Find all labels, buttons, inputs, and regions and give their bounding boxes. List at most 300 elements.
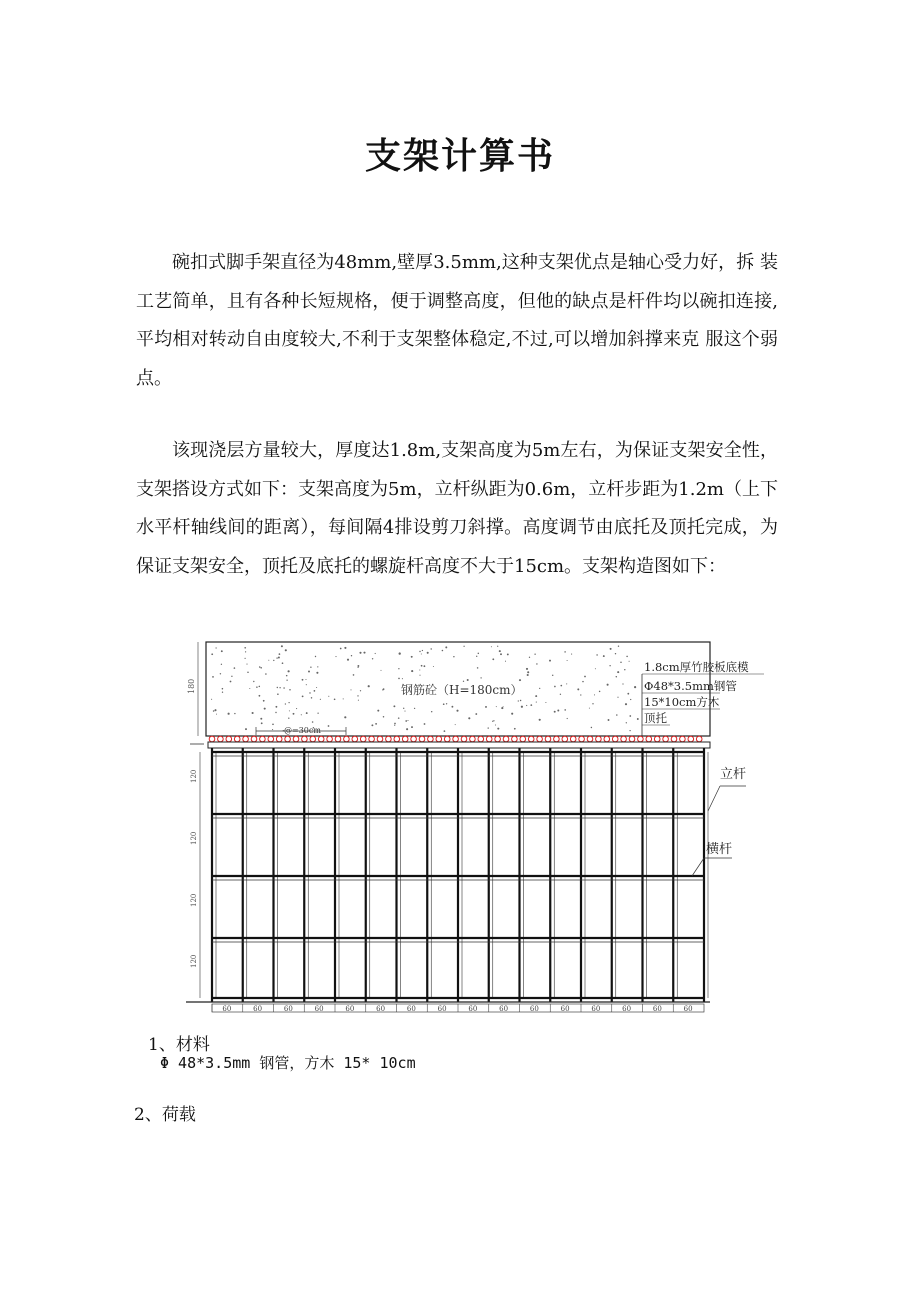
- speckle: [603, 655, 605, 657]
- speckle: [310, 666, 311, 667]
- speckle: [511, 713, 513, 715]
- speckle: [293, 713, 295, 715]
- speckle: [393, 705, 395, 707]
- speckle: [264, 708, 266, 710]
- speckle: [527, 671, 529, 673]
- speckle: [446, 703, 447, 704]
- bay-dim-label: 60: [529, 1005, 539, 1013]
- speckle: [630, 699, 631, 700]
- timber-row: [209, 736, 702, 742]
- timber-section: [537, 736, 543, 742]
- speckle: [616, 676, 617, 677]
- speckle: [477, 667, 479, 669]
- speckle: [247, 672, 249, 674]
- timber-section: [503, 736, 509, 742]
- speckle: [316, 672, 318, 674]
- speckle: [256, 686, 258, 688]
- speckle: [398, 668, 399, 669]
- speckle: [308, 671, 310, 673]
- speckle: [624, 669, 625, 670]
- speckle: [496, 706, 497, 707]
- timber-section: [688, 736, 694, 742]
- speckle: [431, 711, 432, 712]
- speckle: [534, 654, 535, 655]
- speckle: [493, 720, 494, 721]
- speckle: [309, 692, 310, 693]
- speckle: [443, 703, 445, 705]
- speckle: [564, 709, 566, 711]
- speckle: [213, 710, 215, 712]
- speckle: [317, 713, 318, 714]
- speckle: [231, 676, 232, 677]
- speckle: [340, 648, 342, 650]
- speckle: [500, 653, 502, 655]
- step-dimensions: [190, 752, 200, 998]
- speckle: [527, 674, 529, 676]
- timber-section: [461, 736, 467, 742]
- timber-section: [327, 736, 333, 742]
- bay-dim-label: 60: [345, 1005, 355, 1013]
- top-span-label: @=30cm: [284, 726, 321, 735]
- speckle: [286, 680, 287, 681]
- speckle: [497, 728, 499, 730]
- speckle: [403, 708, 404, 709]
- speckle: [222, 688, 224, 690]
- speckle: [625, 703, 627, 705]
- speckle: [485, 706, 487, 708]
- speckle: [480, 677, 481, 678]
- timber-section: [663, 736, 669, 742]
- bay-dimensions: [212, 1004, 704, 1013]
- speckle: [375, 723, 377, 725]
- speckle: [622, 683, 623, 684]
- speckle: [536, 702, 537, 703]
- speckle: [554, 711, 556, 713]
- speckle: [344, 647, 346, 649]
- speckle: [277, 687, 278, 688]
- speckle: [357, 667, 358, 668]
- speckle: [276, 657, 277, 658]
- speckle: [539, 688, 540, 689]
- speckle: [234, 667, 236, 669]
- speckle: [519, 679, 521, 681]
- timber-section: [419, 736, 425, 742]
- timber-section: [453, 736, 459, 742]
- timber-section: [587, 736, 593, 742]
- speckle: [273, 660, 274, 661]
- speckle: [252, 712, 254, 714]
- speckle: [495, 724, 496, 725]
- speckle: [222, 692, 223, 693]
- scaffold-frame: [212, 748, 708, 1002]
- slab-height-dim: 180: [187, 678, 196, 694]
- speckle: [260, 667, 262, 669]
- speckle: [455, 724, 456, 725]
- speckle: [343, 698, 344, 699]
- speckle: [620, 662, 622, 664]
- speckle: [514, 728, 516, 730]
- timber-section: [696, 736, 702, 742]
- speckle: [518, 700, 519, 701]
- speckle: [301, 714, 302, 715]
- speckle: [419, 675, 420, 676]
- speckle: [245, 728, 247, 730]
- timber-section: [478, 736, 484, 742]
- speckle: [584, 676, 586, 678]
- speckle: [383, 688, 385, 690]
- bay-dim-label: 60: [468, 1005, 478, 1013]
- timber-section: [234, 736, 240, 742]
- speckle: [285, 649, 287, 651]
- section-materials-heading: 1、材料: [148, 1035, 210, 1055]
- speckle: [296, 708, 297, 709]
- paragraph-setup: 该现浇层方量较大，厚度达1.8m,支架高度为5m左右，为保证支架安全性，支架搭设方式如下：支架高度为5m，立杆纵距为0.6m，立杆步距为1.2m（上下水平杆轴线间的距离），每间隔4排设剪刀斜撑。高度调节由底托及顶托完成，为保证支架安全，顶托及底托的螺旋杆高度不大于15cm。支架构造图如下：: [136, 440, 778, 578]
- speckle: [463, 681, 464, 682]
- timber-section: [570, 736, 576, 742]
- speckle: [272, 729, 273, 730]
- speckle: [608, 719, 610, 721]
- speckle: [526, 705, 527, 706]
- speckle: [536, 663, 537, 664]
- speckle: [350, 689, 351, 690]
- timber-section: [579, 736, 585, 742]
- timber-section: [352, 736, 358, 742]
- bay-dim-label: 60: [314, 1005, 324, 1013]
- timber-section: [344, 736, 350, 742]
- speckle: [488, 727, 489, 728]
- speckle: [358, 700, 359, 701]
- timber-section: [243, 736, 249, 742]
- timber-section: [226, 736, 232, 742]
- speckle: [617, 671, 619, 673]
- speckle: [626, 656, 628, 658]
- speckle: [244, 647, 246, 649]
- speckle: [478, 653, 479, 654]
- speckle: [263, 700, 265, 702]
- speckle: [497, 646, 498, 647]
- timber-section: [276, 736, 282, 742]
- speckle: [317, 666, 318, 667]
- speckle: [311, 697, 312, 698]
- speckle: [402, 678, 403, 679]
- speckle: [521, 706, 523, 708]
- speckle: [399, 652, 401, 654]
- speckle: [220, 673, 221, 674]
- speckle: [315, 656, 316, 657]
- speckle: [211, 653, 213, 655]
- speckle: [212, 676, 214, 678]
- speckle: [279, 687, 280, 688]
- timber-section: [428, 736, 434, 742]
- speckle: [571, 654, 572, 655]
- speckle: [259, 666, 261, 668]
- speckle: [507, 653, 509, 655]
- speckle: [610, 648, 612, 650]
- bay-dim-label: 60: [283, 1005, 293, 1013]
- speckle: [422, 650, 423, 651]
- step-dim-label: 120: [190, 954, 198, 968]
- speckle: [463, 646, 464, 647]
- speckle: [609, 665, 610, 666]
- speckle: [344, 716, 346, 718]
- speckle: [629, 715, 631, 717]
- speckle: [302, 679, 304, 681]
- speckle: [407, 720, 408, 721]
- speckle: [272, 723, 274, 725]
- speckle: [372, 658, 373, 659]
- speckle: [306, 684, 307, 685]
- timber-section: [302, 736, 308, 742]
- speckle: [535, 695, 537, 697]
- bay-dim-label: 60: [622, 1005, 632, 1013]
- timber-section: [646, 736, 652, 742]
- timber-section: [554, 736, 560, 742]
- speckle: [618, 646, 619, 647]
- section-materials-text: Φ 48*3.5mm 钢管，方木 15* 10cm: [160, 1054, 416, 1072]
- speckle: [265, 673, 267, 675]
- timber-section: [260, 736, 266, 742]
- timber-section: [596, 736, 602, 742]
- speckle: [281, 645, 283, 647]
- speckle: [328, 725, 330, 727]
- speckle: [359, 652, 361, 654]
- document-title: 支架计算书: [364, 135, 555, 177]
- speckle: [419, 669, 420, 670]
- speckle: [529, 657, 530, 658]
- speckle: [424, 665, 426, 667]
- speckle: [245, 658, 246, 659]
- speckle: [394, 723, 396, 725]
- speckle: [421, 665, 423, 667]
- speckle: [594, 694, 595, 695]
- speckle: [363, 652, 365, 654]
- speckle: [371, 724, 373, 726]
- speckle: [566, 683, 567, 684]
- bay-dim-label: 60: [683, 1005, 693, 1013]
- speckle: [456, 710, 458, 712]
- speckle: [253, 681, 254, 682]
- speckle: [306, 712, 308, 714]
- speckle: [221, 664, 222, 665]
- timber-section: [369, 736, 375, 742]
- speckle: [526, 668, 528, 670]
- speckle: [629, 661, 630, 662]
- bay-dim-label: 60: [652, 1005, 662, 1013]
- speckle: [314, 690, 316, 692]
- speckle: [368, 685, 370, 687]
- speckle: [245, 651, 246, 652]
- speckle: [377, 710, 379, 712]
- timber-section: [680, 736, 686, 742]
- timber-section: [545, 736, 551, 742]
- speckle: [505, 661, 506, 662]
- speckle: [249, 688, 250, 689]
- speckle: [289, 710, 290, 711]
- speckle: [577, 688, 579, 690]
- speckle: [347, 659, 349, 661]
- speckle: [634, 686, 636, 688]
- speckle: [552, 675, 553, 676]
- speckle: [475, 713, 477, 715]
- speckle: [616, 714, 618, 716]
- timber-section: [520, 736, 526, 742]
- timber-section: [444, 736, 450, 742]
- distribution-beam: [208, 742, 710, 748]
- speckle: [637, 718, 639, 720]
- speckle: [246, 664, 247, 665]
- speckle: [406, 728, 408, 730]
- speckle: [351, 655, 352, 656]
- speckle: [261, 722, 263, 724]
- speckle: [285, 703, 286, 704]
- speckle: [468, 717, 470, 719]
- step-dim-label: 120: [190, 893, 198, 907]
- speckle: [411, 670, 413, 672]
- speckle: [320, 699, 321, 700]
- bay-dim-label: 60: [591, 1005, 601, 1013]
- speckle: [501, 707, 503, 709]
- speckle: [626, 722, 627, 723]
- speckle: [335, 656, 336, 657]
- speckle: [383, 716, 385, 718]
- speckle: [411, 656, 413, 658]
- paragraph-intro: 碗扣式脚手架直径为48mm,壁厚3.5mm,这种支架优点是轴心受力好，拆 装工艺简单，且有各种长短规格，便于调整高度，但他的缺点是杆件均以碗扣连接,平均相对转动自由度较大,不利于支架整体稳定,不过,可以增加斜撑来克 服这个弱点。: [136, 252, 778, 390]
- timber-section: [629, 736, 635, 742]
- speckle: [592, 703, 593, 704]
- speckle: [427, 652, 429, 654]
- timber-section: [268, 736, 274, 742]
- timber-section: [621, 736, 627, 742]
- speckle: [582, 681, 583, 682]
- timber-section: [402, 736, 408, 742]
- speckle: [530, 704, 532, 706]
- timber-section: [604, 736, 610, 742]
- speckle: [312, 721, 314, 723]
- timber-section: [671, 736, 677, 742]
- timber-section: [318, 736, 324, 742]
- speckle: [328, 696, 329, 697]
- speckle: [411, 726, 413, 728]
- step-dim-label: 120: [190, 769, 198, 783]
- upright-label: 立杆: [720, 767, 747, 782]
- speckle: [554, 686, 556, 688]
- speckle: [398, 678, 400, 680]
- bay-dim-label: 60: [560, 1005, 570, 1013]
- timber-section: [495, 736, 501, 742]
- speckle: [445, 646, 447, 648]
- speckle: [539, 719, 541, 721]
- callout-steel-pipe: Φ48*3.5mm钢管: [644, 679, 737, 693]
- speckle: [302, 696, 304, 698]
- timber-section: [218, 736, 224, 742]
- speckle: [405, 720, 407, 722]
- scaffold-diagram: [186, 636, 776, 1021]
- timber-section: [411, 736, 417, 742]
- speckle: [211, 699, 212, 700]
- speckle: [277, 693, 279, 695]
- timber-section: [360, 736, 366, 742]
- speckle: [353, 674, 355, 676]
- speckle: [228, 713, 230, 715]
- speckle: [545, 702, 546, 703]
- speckle: [580, 694, 581, 695]
- callout-timber: 15*10cm方木: [644, 695, 720, 709]
- speckle: [617, 697, 618, 698]
- timber-section: [638, 736, 644, 742]
- section-loads-heading: 2、荷载: [134, 1105, 196, 1125]
- speckle: [288, 670, 290, 672]
- speckle: [492, 658, 494, 660]
- speckle: [278, 657, 280, 659]
- speckle: [476, 656, 477, 657]
- step-dim-label: 120: [190, 831, 198, 845]
- speckle: [398, 717, 400, 719]
- speckle: [357, 665, 359, 667]
- timber-section: [394, 736, 400, 742]
- timber-section: [470, 736, 476, 742]
- speckle: [596, 654, 597, 655]
- speckle: [268, 660, 269, 661]
- timber-section: [436, 736, 442, 742]
- speckle: [394, 725, 395, 726]
- speckle: [286, 675, 288, 677]
- speckle: [360, 690, 361, 691]
- speckle: [442, 650, 444, 652]
- speckle: [627, 693, 629, 695]
- speckle: [215, 647, 216, 648]
- speckle: [589, 708, 590, 709]
- speckle: [453, 656, 454, 657]
- speckle: [560, 685, 562, 687]
- timber-section: [386, 736, 392, 742]
- speckle: [316, 687, 317, 688]
- bay-dim-label: 60: [499, 1005, 509, 1013]
- speckle: [279, 653, 281, 655]
- timber-section: [512, 736, 518, 742]
- speckle: [230, 681, 232, 683]
- bay-dim-label: 60: [437, 1005, 447, 1013]
- speckle: [599, 691, 601, 693]
- bay-dim-label: 60: [253, 1005, 263, 1013]
- speckle: [214, 709, 216, 711]
- timber-section: [377, 736, 383, 742]
- timber-section: [562, 736, 568, 742]
- speckle: [357, 695, 358, 696]
- timber-section: [285, 736, 291, 742]
- speckle: [591, 727, 592, 728]
- speckle: [221, 650, 223, 652]
- speckle: [499, 650, 501, 652]
- timber-section: [528, 736, 534, 742]
- timber-section: [251, 736, 257, 742]
- speckle: [282, 662, 284, 664]
- timber-section: [335, 736, 341, 742]
- speckle: [492, 721, 493, 722]
- speckle: [615, 653, 616, 654]
- speckle: [259, 686, 261, 688]
- speckle: [444, 730, 446, 732]
- speckle: [305, 679, 306, 680]
- speckle: [491, 646, 492, 647]
- callout-top-support: 顶托: [644, 711, 667, 725]
- speckle: [567, 718, 568, 719]
- speckle: [430, 648, 431, 649]
- speckle: [288, 718, 289, 719]
- speckle: [421, 654, 422, 655]
- speckle: [419, 651, 420, 652]
- speckle: [557, 710, 559, 712]
- speckle: [560, 694, 561, 695]
